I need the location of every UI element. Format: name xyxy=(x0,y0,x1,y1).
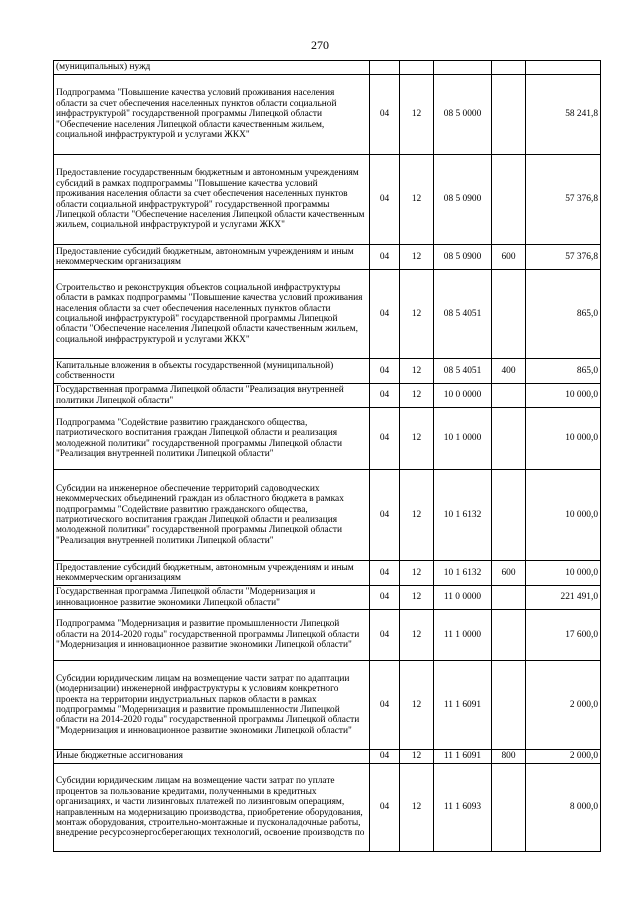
row-subsection: 12 xyxy=(400,270,434,359)
table-row xyxy=(54,661,601,750)
row-name: Субсидии юридическим лицам на возмещение части затрат по адаптации (модернизации) инженерной инфраструктуры к условиям конкретного проекта на территории индустриальных парков области в рамках подпрограммы "Модернизация и развитие промышленности Липецкой области на 2014-2020 годы" государственной программы Липецкой области "Модернизация и инновационное развитие экономики Липецкой области" xyxy=(54,661,370,750)
row-expense-type xyxy=(492,764,526,852)
table-row xyxy=(54,408,601,470)
row-expense-type xyxy=(492,61,526,75)
row-target-article: 11 1 6093 xyxy=(434,764,492,852)
table-row xyxy=(54,586,601,610)
row-section: 04 xyxy=(370,245,400,270)
row-sum: 2 000,0 xyxy=(526,750,601,764)
row-target-article: 11 1 0000 xyxy=(434,610,492,661)
row-section: 04 xyxy=(370,586,400,610)
row-subsection xyxy=(400,61,434,75)
row-sum: 221 491,0 xyxy=(526,586,601,610)
table-row xyxy=(54,245,601,270)
row-name: Предоставление субсидий бюджетным, автономным учреждениям и иным некоммерческим организациям xyxy=(54,245,370,270)
row-section xyxy=(370,61,400,75)
row-subsection: 12 xyxy=(400,359,434,384)
row-expense-type xyxy=(492,270,526,359)
budget-table xyxy=(53,60,601,852)
row-section: 04 xyxy=(370,470,400,561)
row-sum: 8 000,0 xyxy=(526,764,601,852)
table-row xyxy=(54,61,601,75)
row-sum: 10 000,0 xyxy=(526,561,601,586)
table-row xyxy=(54,359,601,384)
row-sum: 57 376,8 xyxy=(526,245,601,270)
row-expense-type xyxy=(492,155,526,245)
table-row xyxy=(54,384,601,408)
row-target-article: 08 5 4051 xyxy=(434,270,492,359)
row-subsection: 12 xyxy=(400,764,434,852)
row-subsection: 12 xyxy=(400,750,434,764)
row-expense-type xyxy=(492,661,526,750)
row-sum: 58 241,8 xyxy=(526,75,601,155)
table-row xyxy=(54,470,601,561)
row-expense-type: 800 xyxy=(492,750,526,764)
table-row xyxy=(54,764,601,852)
row-sum: 17 600,0 xyxy=(526,610,601,661)
row-name: (муниципальных) нужд xyxy=(54,61,370,75)
row-target-article: 10 1 0000 xyxy=(434,408,492,470)
row-target-article: 11 0 0000 xyxy=(434,586,492,610)
row-target-article: 08 5 4051 xyxy=(434,359,492,384)
table-row xyxy=(54,75,601,155)
row-sum xyxy=(526,61,601,75)
row-section: 04 xyxy=(370,384,400,408)
row-expense-type xyxy=(492,384,526,408)
row-expense-type xyxy=(492,586,526,610)
table-row xyxy=(54,155,601,245)
row-subsection: 12 xyxy=(400,75,434,155)
row-section: 04 xyxy=(370,359,400,384)
row-subsection: 12 xyxy=(400,155,434,245)
row-target-article: 08 5 0900 xyxy=(434,155,492,245)
row-expense-type: 400 xyxy=(492,359,526,384)
table-row xyxy=(54,610,601,661)
table-row xyxy=(54,270,601,359)
row-expense-type xyxy=(492,610,526,661)
row-expense-type xyxy=(492,408,526,470)
row-expense-type xyxy=(492,470,526,561)
row-sum: 57 376,8 xyxy=(526,155,601,245)
row-target-article: 08 5 0000 xyxy=(434,75,492,155)
row-subsection: 12 xyxy=(400,586,434,610)
row-section: 04 xyxy=(370,155,400,245)
row-target-article: 10 1 6132 xyxy=(434,561,492,586)
row-subsection: 12 xyxy=(400,561,434,586)
row-name: Подпрограмма "Повышение качества условий проживания населения области за счет обеспечения населенных пунктов области социальной инфраструктурой" государственной программы Липецкой области "Обеспечение населения Липецкой области качественным жильем, социальной инфраструктурой и услугами ЖКХ" xyxy=(54,75,370,155)
row-name: Подпрограмма "Модернизация и развитие промышленности Липецкой области на 2014-2020 годы" государственной программы Липецкой области "Модернизация и инновационное развитие экономики Липецкой области" xyxy=(54,610,370,661)
row-section: 04 xyxy=(370,270,400,359)
row-sum: 10 000,0 xyxy=(526,384,601,408)
row-sum: 10 000,0 xyxy=(526,470,601,561)
page-number: 270 xyxy=(311,38,329,52)
row-target-article: 08 5 0900 xyxy=(434,245,492,270)
row-sum: 2 000,0 xyxy=(526,661,601,750)
row-name: Иные бюджетные ассигнования xyxy=(54,750,370,764)
row-name: Капитальные вложения в объекты государственной (муниципальной) собственности xyxy=(54,359,370,384)
row-section: 04 xyxy=(370,561,400,586)
row-subsection: 12 xyxy=(400,470,434,561)
row-target-article: 11 1 6091 xyxy=(434,750,492,764)
row-name: Субсидии юридическим лицам на возмещение части затрат по уплате процентов за пользование кредитами, полученными в кредитных организациях, и части лизинговых платежей по лизинговым операциям, направленным на модернизацию производства, приобретение оборудования, монтаж оборудования, строительно-монтажные и пусконаладочные работы, внедрение ресурсоэнергосберегающих технологий, освоение производств по xyxy=(54,764,370,852)
row-name: Государственная программа Липецкой области "Реализация внутренней политики Липецкой области" xyxy=(54,384,370,408)
row-section: 04 xyxy=(370,610,400,661)
row-subsection: 12 xyxy=(400,384,434,408)
row-sum: 10 000,0 xyxy=(526,408,601,470)
row-target-article xyxy=(434,61,492,75)
row-sum: 865,0 xyxy=(526,359,601,384)
row-expense-type: 600 xyxy=(492,561,526,586)
table-row xyxy=(54,561,601,586)
row-section: 04 xyxy=(370,661,400,750)
row-target-article: 11 1 6091 xyxy=(434,661,492,750)
row-subsection: 12 xyxy=(400,245,434,270)
row-sum: 865,0 xyxy=(526,270,601,359)
table-row xyxy=(54,750,601,764)
row-section: 04 xyxy=(370,75,400,155)
row-name: Субсидии на инженерное обеспечение территорий садоводческих некоммерческих объединений граждан из областного бюджета в рамках подпрограммы "Содействие развитию гражданского общества, патриотического воспитания граждан Липецкой области и реализация молодежной политики" государственной программы Липецкой области "Реализация внутренней политики Липецкой области" xyxy=(54,470,370,561)
row-name: Подпрограмма "Содействие развитию гражданского общества, патриотического воспитания граждан Липецкой области и реализация молодежной политики" государственной программы Липецкой области "Реализация внутренней политики Липецкой области" xyxy=(54,408,370,470)
row-subsection: 12 xyxy=(400,408,434,470)
row-section: 04 xyxy=(370,764,400,852)
row-name: Строительство и реконструкция объектов социальной инфраструктуры области в рамках подпрограммы "Повышение качества условий проживания населения области за счет обеспечения населенных пунктов области социальной инфраструктурой" государственной программы Липецкой области "Обеспечение населения Липецкой области качественным жильем, социальной инфраструктурой и услугами ЖКХ" xyxy=(54,270,370,359)
row-expense-type: 600 xyxy=(492,245,526,270)
row-section: 04 xyxy=(370,408,400,470)
row-target-article: 10 1 6132 xyxy=(434,470,492,561)
row-subsection: 12 xyxy=(400,661,434,750)
row-subsection: 12 xyxy=(400,610,434,661)
row-name: Предоставление субсидий бюджетным, автономным учреждениям и иным некоммерческим организациям xyxy=(54,561,370,586)
row-name: Государственная программа Липецкой области "Модернизация и инновационное развитие экономики Липецкой области" xyxy=(54,586,370,610)
row-name: Предоставление государственным бюджетным и автономным учреждениям субсидий в рамках подпрограммы "Повышение качества условий проживания населения области за счет обеспечения населенных пунктов области социальной инфраструктурой" государственной программы Липецкой области "Обеспечение населения Липецкой области качественным жильем, социальной инфраструктурой и услугами ЖКХ" xyxy=(54,155,370,245)
row-expense-type xyxy=(492,75,526,155)
row-section: 04 xyxy=(370,750,400,764)
row-target-article: 10 0 0000 xyxy=(434,384,492,408)
